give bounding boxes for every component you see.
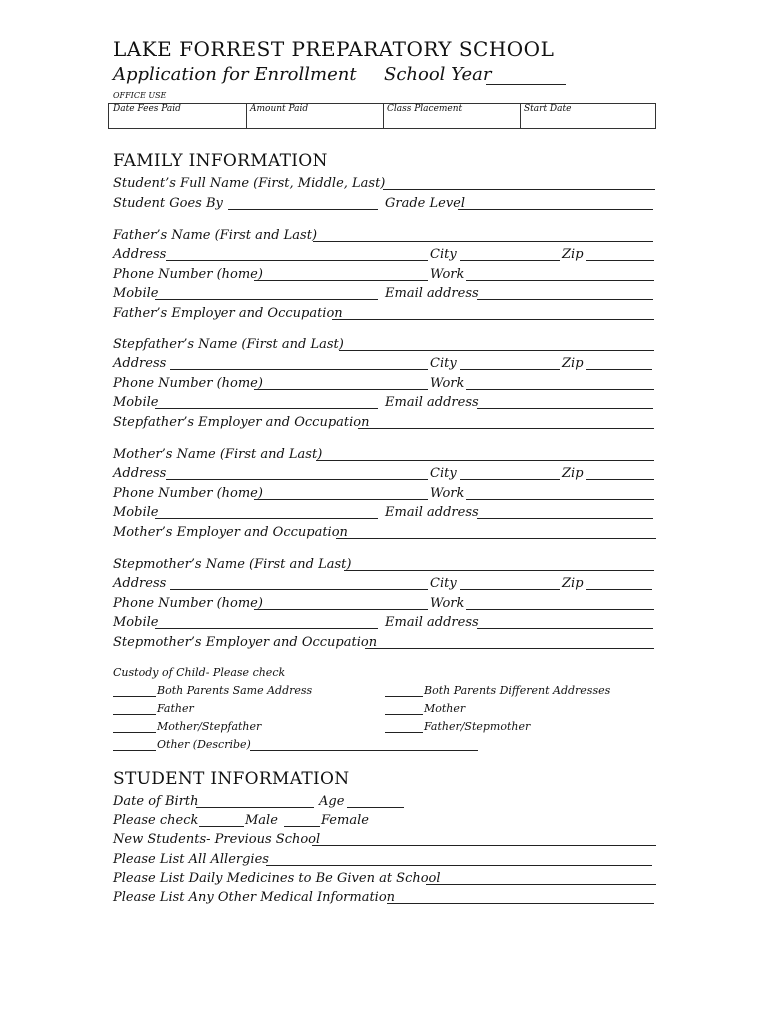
grade-level-label: Grade Level — [385, 196, 466, 211]
form-title: Application for Enrollment — [113, 64, 357, 85]
stepfather-city-label: City — [430, 356, 457, 371]
family-heading: FAMILY INFORMATION — [113, 151, 328, 171]
stepmother-zip-field[interactable] — [586, 589, 652, 590]
custody-both-different-label: Both Parents Different Addresses — [424, 684, 611, 697]
stepmother-name-label: Stepmother’s Name (First and Last) — [113, 557, 352, 572]
mother-email-label: Email address — [385, 505, 479, 520]
allergies-field[interactable] — [266, 865, 652, 866]
custody-both-same-checkline[interactable] — [113, 696, 156, 697]
custody-father-checkline[interactable] — [113, 714, 156, 715]
female-checkline[interactable] — [284, 826, 320, 827]
office-cell-label: Class Placement — [387, 104, 463, 114]
age-field[interactable] — [347, 807, 404, 808]
student-heading: STUDENT INFORMATION — [113, 769, 350, 789]
dob-label: Date of Birth — [113, 794, 199, 809]
stepmother-name-field[interactable] — [344, 570, 654, 571]
office-cell-label: Date Fees Paid — [113, 104, 181, 114]
stepfather-work-label: Work — [430, 376, 465, 391]
stepfather-mobile-label: Mobile — [113, 395, 159, 410]
mother-city-label: City — [430, 466, 457, 481]
stepmother-city-label: City — [430, 576, 457, 591]
mother-phone-label: Phone Number (home) — [113, 486, 263, 501]
father-mobile-field[interactable] — [155, 299, 378, 300]
mother-zip-field[interactable] — [586, 479, 654, 480]
stepfather-address-field[interactable] — [170, 369, 428, 370]
father-email-field[interactable] — [477, 299, 653, 300]
stepmother-city-field[interactable] — [460, 589, 560, 590]
custody-heading: Custody of Child- Please check — [113, 666, 286, 679]
custody-father-stepmother-label: Father/Stepmother — [424, 720, 531, 733]
stepmother-email-label: Email address — [385, 615, 479, 630]
mother-name-field[interactable] — [316, 460, 654, 461]
stepmother-email-field[interactable] — [477, 628, 653, 629]
custody-both-different-checkline[interactable] — [385, 696, 423, 697]
stepfather-email-label: Email address — [385, 395, 479, 410]
mother-address-label: Address — [113, 466, 167, 481]
stepfather-employer-label: Stepfather’s Employer and Occupation — [113, 415, 370, 430]
previous-school-label: New Students- Previous School — [113, 832, 321, 847]
father-address-field[interactable] — [166, 260, 428, 261]
father-zip-label: Zip — [562, 247, 584, 262]
grade-level-field[interactable] — [458, 209, 653, 210]
stepfather-city-field[interactable] — [460, 369, 560, 370]
medicines-field[interactable] — [426, 884, 656, 885]
father-work-label: Work — [430, 267, 465, 282]
father-employer-label: Father’s Employer and Occupation — [113, 306, 343, 321]
stepmother-zip-label: Zip — [562, 576, 584, 591]
father-work-field[interactable] — [466, 280, 654, 281]
mother-employer-label: Mother’s Employer and Occupation — [113, 525, 348, 540]
stepmother-mobile-field[interactable] — [155, 628, 378, 629]
age-label: Age — [319, 794, 345, 809]
please-check-label: Please check — [113, 813, 199, 828]
school-name: LAKE FORREST PREPARATORY SCHOOL — [113, 37, 555, 61]
office-cell-label: Start Date — [524, 104, 572, 114]
father-address-label: Address — [113, 247, 167, 262]
father-name-field[interactable] — [313, 241, 653, 242]
mother-mobile-field[interactable] — [155, 518, 378, 519]
custody-father-stepmother-checkline[interactable] — [385, 732, 423, 733]
medical-info-field[interactable] — [387, 903, 654, 904]
custody-father-label: Father — [157, 702, 194, 715]
custody-both-same-label: Both Parents Same Address — [157, 684, 313, 697]
male-label: Male — [245, 813, 278, 828]
mother-work-label: Work — [430, 486, 465, 501]
stepfather-work-field[interactable] — [466, 389, 654, 390]
student-goes-by-field[interactable] — [228, 209, 378, 210]
stepmother-employer-field[interactable] — [365, 648, 654, 649]
previous-school-field[interactable] — [312, 845, 656, 846]
stepfather-mobile-field[interactable] — [155, 408, 378, 409]
mother-zip-label: Zip — [562, 466, 584, 481]
mother-phone-field[interactable] — [254, 499, 428, 500]
stepmother-employer-label: Stepmother’s Employer and Occupation — [113, 635, 378, 650]
father-city-field[interactable] — [460, 260, 560, 261]
custody-mother-stepfather-label: Mother/Stepfather — [157, 720, 262, 733]
dob-field[interactable] — [196, 807, 314, 808]
student-full-name-field[interactable] — [383, 189, 655, 190]
custody-other-label: Other (Describe) — [157, 738, 251, 751]
mother-name-label: Mother’s Name (First and Last) — [113, 447, 323, 462]
custody-mother-checkline[interactable] — [385, 714, 423, 715]
father-phone-field[interactable] — [254, 280, 428, 281]
office-cell-date-fees[interactable] — [109, 104, 247, 128]
mother-employer-field[interactable] — [336, 538, 656, 539]
stepfather-name-label: Stepfather’s Name (First and Last) — [113, 337, 344, 352]
student-goes-by-label: Student Goes By — [113, 196, 223, 211]
stepfather-address-label: Address — [113, 356, 167, 371]
mother-work-field[interactable] — [466, 499, 654, 500]
mother-email-field[interactable] — [477, 518, 653, 519]
stepmother-phone-label: Phone Number (home) — [113, 596, 263, 611]
stepfather-name-field[interactable] — [339, 350, 654, 351]
father-email-label: Email address — [385, 286, 479, 301]
stepmother-mobile-label: Mobile — [113, 615, 159, 630]
father-city-label: City — [430, 247, 457, 262]
custody-other-checkline[interactable] — [113, 750, 156, 751]
stepmother-work-field[interactable] — [466, 609, 654, 610]
office-use-table — [108, 103, 656, 129]
student-full-name-label: Student’s Full Name (First, Middle, Last) — [113, 176, 386, 191]
mother-mobile-label: Mobile — [113, 505, 159, 520]
medical-info-label: Please List Any Other Medical Information — [113, 890, 396, 905]
stepfather-phone-field[interactable] — [254, 389, 428, 390]
mother-address-field[interactable] — [166, 479, 428, 480]
allergies-label: Please List All Allergies — [113, 852, 269, 867]
stepfather-zip-field[interactable] — [586, 369, 652, 370]
father-zip-field[interactable] — [586, 260, 654, 261]
office-cell-label: Amount Paid — [250, 104, 309, 114]
office-cell-start[interactable] — [520, 104, 657, 128]
female-label: Female — [321, 813, 369, 828]
school-year-field[interactable] — [486, 84, 566, 85]
school-year-label: School Year — [384, 64, 492, 85]
stepmother-phone-field[interactable] — [254, 609, 428, 610]
father-employer-field[interactable] — [332, 319, 654, 320]
custody-mother-label: Mother — [424, 702, 466, 715]
father-name-label: Father’s Name (First and Last) — [113, 228, 318, 243]
stepmother-address-field[interactable] — [170, 589, 428, 590]
mother-city-field[interactable] — [460, 479, 560, 480]
male-checkline[interactable] — [199, 826, 244, 827]
office-cell-class[interactable] — [383, 104, 521, 128]
office-use-label: OFFICE USE — [113, 91, 167, 100]
stepfather-zip-label: Zip — [562, 356, 584, 371]
stepfather-email-field[interactable] — [477, 408, 653, 409]
custody-mother-stepfather-checkline[interactable] — [113, 732, 156, 733]
father-mobile-label: Mobile — [113, 286, 159, 301]
stepmother-address-label: Address — [113, 576, 167, 591]
stepfather-employer-field[interactable] — [358, 428, 654, 429]
office-cell-amount[interactable] — [246, 104, 384, 128]
custody-other-field[interactable] — [250, 750, 478, 751]
stepmother-work-label: Work — [430, 596, 465, 611]
medicines-label: Please List Daily Medicines to Be Given at School — [113, 871, 441, 886]
father-phone-label: Phone Number (home) — [113, 267, 263, 282]
stepfather-phone-label: Phone Number (home) — [113, 376, 263, 391]
